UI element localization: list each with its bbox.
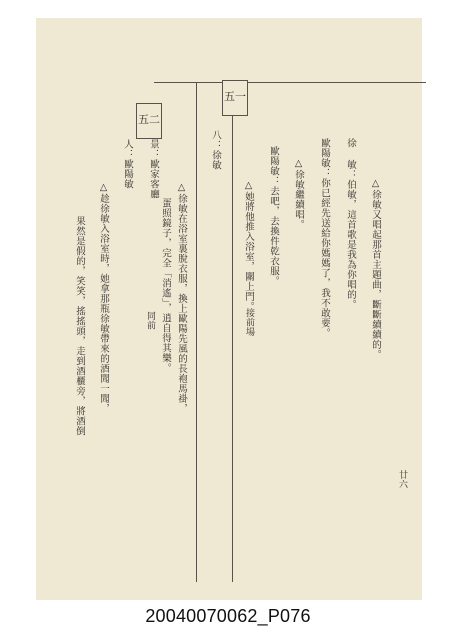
script-line: △徐敏在浴室裏脫衣服，換上歐陽先風的長袍馬褂， (176, 182, 187, 414)
scene-number-52: 五二 (136, 103, 162, 139)
script-line: 果然是假的，笑笑，搖搖頭，走到酒櫃旁，將酒倒 (74, 216, 85, 436)
setting-line: 景：歐家客廳 (148, 139, 159, 199)
scene-number-51: 五一 (222, 80, 248, 116)
script-line: 蛋照鏡子，完全「消遙」，逍自得其樂。 (160, 198, 171, 374)
page-margin-number: 廿六 (397, 470, 407, 489)
setting-line: 八：徐敏 (210, 130, 221, 170)
script-line: △徐敏繼續唱。 (293, 158, 304, 230)
dialogue-line: 徐 敏：伯敏，這首歌是我為你唱的。 (345, 138, 356, 310)
header-rule (154, 82, 426, 83)
scene-note: 接前場 (244, 308, 254, 337)
image-caption: 20040070062_P076 (145, 606, 311, 626)
scene-note: 同前 (145, 311, 155, 330)
column-rule (232, 82, 233, 582)
setting-line: 人：歐陽敏 (122, 139, 133, 189)
column-rule (196, 82, 197, 582)
dialogue-line: 歐陽敏：你已經先送給你媽媽了，我不敢要。 (319, 138, 330, 338)
script-line: △徐敏又唱起那首主題曲，斷斷續續的。 (370, 178, 381, 360)
dialogue-line: 歐陽敏：去吧，去換件乾衣服。 (268, 146, 279, 286)
script-line: △她將他推入浴室，關上門。 (243, 180, 254, 312)
script-line: △趁徐敏入浴室時，她拿那瓶徐敏帶來的酒聞一聞， (98, 182, 109, 414)
document-page (36, 18, 422, 600)
